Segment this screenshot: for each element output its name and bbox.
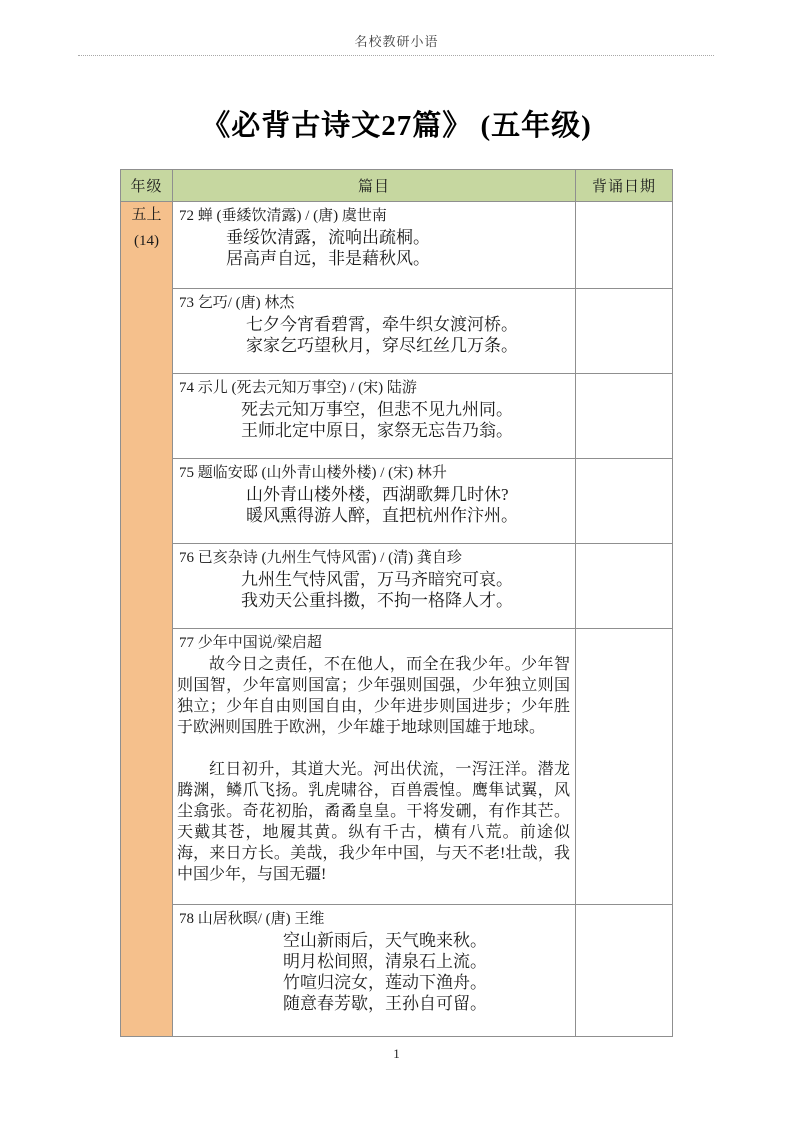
page-title: 《必背古诗文27篇》 (五年级) [201, 110, 592, 142]
poem-title: 77 少年中国说/梁启超 [179, 635, 322, 651]
column-header-date: 背诵日期 [576, 170, 673, 202]
table-row [121, 629, 673, 905]
table-header-row [121, 170, 673, 202]
poem-line: 七夕今宵看碧霄，牵牛织女渡河桥。 [246, 315, 518, 334]
poem-title: 72 蝉 (垂緌饮清露) / (唐) 虞世南 [179, 208, 387, 224]
poem-line: 竹喧归浣女，莲动下渔舟。 [283, 973, 487, 992]
poem-line: 空山新雨后，天气晚来秋。 [283, 931, 487, 950]
page-watermark: 名校教研小语 [354, 34, 439, 49]
poem-cell [173, 544, 576, 629]
poems-table [120, 169, 673, 1037]
date-cell [576, 374, 673, 459]
date-cell [576, 459, 673, 544]
poem-title: 75 题临安邸 (山外青山楼外楼) / (宋) 林升 [179, 465, 447, 481]
date-cell [576, 905, 673, 1037]
poem-cell [173, 202, 576, 289]
table-row [121, 459, 673, 544]
poem-line: 九州生气恃风雷，万马齐暗究可哀。 [241, 570, 513, 589]
table-row [121, 905, 673, 1037]
poem-line: 居高声自远，非是藉秋风。 [226, 249, 430, 268]
column-header-grade: 年级 [121, 170, 173, 202]
poem-line: 我劝天公重抖擞，不拘一格降人才。 [241, 591, 513, 610]
poem-cell [173, 459, 576, 544]
poem-title: 73 乞巧/ (唐) 林杰 [179, 295, 295, 311]
poem-cell [173, 374, 576, 459]
column-header-titles: 篇目 [173, 170, 576, 202]
poem-cell [173, 289, 576, 374]
table-row [121, 289, 673, 374]
poem-line: 随意春芳歇，王孙自可留。 [283, 994, 487, 1013]
date-cell [576, 629, 673, 905]
poem-line: 家家乞巧望秋月，穿尽红丝几万条。 [246, 336, 518, 355]
poem-title: 76 已亥杂诗 (九州生气恃风雷) / (清) 龚自珍 [179, 550, 462, 566]
table-row [121, 202, 673, 289]
date-cell [576, 202, 673, 289]
table-row [121, 374, 673, 459]
poem-line: 王师北定中原日，家祭无忘告乃翁。 [241, 421, 513, 440]
prose-paragraph: 故今日之责任，不在他人，而全在我少年。少年智则国智，少年富则国富；少年强则国强，少年独立则国独立；少年自由则国自由，少年进步则国进步；少年胜于欧洲则国胜于欧洲，少年雄于地球则国雄于地球。 [177, 656, 570, 736]
poem-line: 垂绥饮清露，流响出疏桐。 [226, 228, 430, 247]
grade-label: 五上 [131, 207, 162, 223]
grade-cell [121, 202, 173, 1037]
poem-cell [173, 629, 576, 905]
poem-title: 78 山居秋暝/ (唐) 王维 [179, 911, 325, 927]
table-row [121, 544, 673, 629]
table-body [121, 202, 673, 1037]
poem-title: 74 示儿 (死去元知万事空) / (宋) 陆游 [179, 380, 417, 396]
poem-line: 暖风熏得游人醉，直把杭州作汴州。 [246, 506, 518, 525]
poem-line: 山外青山楼外楼，西湖歌舞几时休? [246, 485, 509, 504]
prose-paragraph: 红日初升，其道大光。河出伏流，一泻汪洋。潜龙腾渊，鳞爪飞扬。乳虎啸谷，百兽震惶。鹰隼试翼，风尘翕张。奇花初胎，矞矞皇皇。干将发硎，有作其芒。天戴其苍，地履其黄。纵有千古，横有八荒。前途似海，来日方长。美哉，我少年中国，与天不老!壮哉，我中国少年，与国无疆! [177, 761, 570, 883]
poem-line: 死去元知万事空，但悲不见九州同。 [241, 400, 513, 419]
date-cell [576, 289, 673, 374]
date-cell [576, 544, 673, 629]
poem-cell [173, 905, 576, 1037]
page-number: 1 [393, 1046, 400, 1061]
grade-count: (14) [134, 233, 159, 249]
poem-line: 明月松间照，清泉石上流。 [283, 952, 487, 971]
header-divider-line [78, 55, 714, 56]
